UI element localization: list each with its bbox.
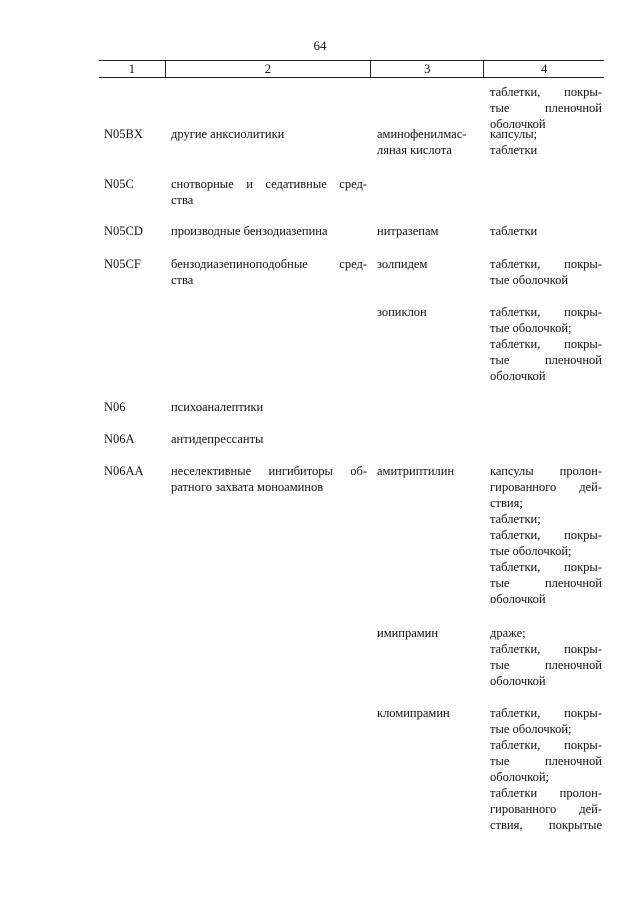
cell-word: таблетки, (490, 337, 541, 351)
cell-line: драже; (490, 626, 526, 640)
cell-line (490, 753, 602, 769)
cell-line: другие анксиолитики (171, 127, 285, 141)
dosage-form (490, 625, 602, 689)
cell-line: кломипрамин (377, 706, 450, 720)
atc-code: N05CD (104, 224, 143, 238)
cell-word: покрытые (548, 818, 602, 832)
cell-word: таблетки, (490, 305, 541, 319)
cell-line (490, 737, 602, 753)
drug-name (377, 625, 477, 641)
dosage-form (490, 463, 602, 607)
cell-line: антидепрессанты (171, 432, 264, 446)
cell-line: имипрамин (377, 626, 439, 640)
cell-line: ства (171, 273, 194, 287)
cell-word: покры- (564, 738, 602, 752)
cell-word: об- (350, 464, 367, 478)
cell-line: ляная кислота (377, 143, 452, 157)
atc-code: N06AA (104, 464, 144, 478)
cell-line: таблетки (490, 224, 538, 238)
cell-line (490, 463, 602, 479)
cell-line: психоаналептики (171, 400, 264, 414)
cell-line (490, 336, 602, 352)
atc-code: N05C (104, 177, 134, 191)
cell-word: таблетки (490, 786, 538, 800)
cell-word: таблетки, (490, 738, 541, 752)
cell-word: таблетки, (490, 257, 541, 271)
cell-word: снотворные (171, 177, 234, 191)
cell-line (490, 641, 602, 657)
group-name (171, 399, 367, 415)
cell-word: пленочной (544, 754, 602, 768)
cell-word: седативные (265, 177, 327, 191)
cell-line: зопиклон (377, 305, 427, 319)
cell-line: тые оболочкой; (490, 722, 572, 736)
cell-word: гированного (490, 802, 557, 816)
cell-line (171, 256, 367, 272)
cell-line (490, 559, 602, 575)
cell-word: ингибиторы (268, 464, 333, 478)
cell-line (171, 463, 367, 479)
cell-line: оболочкой (490, 369, 546, 383)
cell-word: и (246, 177, 253, 191)
cell-word: неселективные (171, 464, 252, 478)
drug-name (377, 463, 477, 479)
cell-line: ратного захвата моноаминов (171, 480, 324, 494)
header-col-2: 2 (166, 61, 371, 77)
page-number: 64 (313, 38, 327, 53)
atc-code: N06 (104, 400, 126, 414)
dosage-form (490, 304, 602, 384)
cell-word: покры- (564, 85, 602, 99)
cell-line: нитразепам (377, 224, 439, 238)
cell-line (490, 100, 602, 116)
cell-word: таблетки, (490, 560, 541, 574)
header-col-1: 1 (99, 61, 166, 77)
cell-word: покры- (564, 337, 602, 351)
cell-line: оболочкой (490, 592, 546, 606)
cell-line: тые оболочкой; (490, 321, 572, 335)
cell-word: капсулы (490, 464, 534, 478)
cell-line: таблетки (490, 143, 538, 157)
cell-line: производные бензодиазепина (171, 224, 328, 238)
group-name (171, 256, 367, 288)
header-col-4: 4 (541, 62, 548, 76)
cell-word: сред- (339, 177, 367, 191)
atc-code: N05BX (104, 127, 143, 141)
cell-word: таблетки, (490, 85, 541, 99)
cell-word: пролон- (559, 786, 602, 800)
cell-line (490, 352, 602, 368)
cell-word: ствия, (490, 818, 523, 832)
cell-word: покры- (564, 257, 602, 271)
table-header (99, 60, 604, 78)
dosage-form (490, 256, 602, 288)
cell-line (490, 785, 602, 801)
cell-line (490, 256, 602, 272)
cell-line (490, 657, 602, 673)
cell-word: покры- (564, 528, 602, 542)
cell-line (171, 176, 367, 192)
cell-word: таблетки, (490, 706, 541, 720)
group-name (171, 126, 367, 142)
cell-line: оболочкой (490, 674, 546, 688)
cell-word: гированного (490, 480, 557, 494)
dosage-form (490, 705, 602, 833)
cell-line: амитриптилин (377, 464, 455, 478)
cell-word: тые (490, 101, 510, 115)
cell-line (490, 801, 602, 817)
atc-code: N06A (104, 432, 135, 446)
cell-line: ства (171, 193, 194, 207)
cell-line: тые оболочкой; (490, 544, 572, 558)
cell-word: тые (490, 658, 510, 672)
cell-word: дей- (579, 480, 602, 494)
cell-line: тые оболочкой (490, 273, 569, 287)
cell-line: капсулы; (490, 127, 538, 141)
cell-line (490, 84, 602, 100)
cell-word: покры- (564, 642, 602, 656)
cell-line: таблетки; (490, 512, 541, 526)
cell-line: оболочкой (490, 117, 546, 131)
cell-line: ствия; (490, 496, 523, 510)
drug-name (377, 256, 477, 272)
cont-form (490, 84, 602, 132)
cell-word: пленочной (544, 658, 602, 672)
cell-word: пролон- (559, 464, 602, 478)
group-name (171, 463, 367, 495)
cell-word: покры- (564, 305, 602, 319)
cell-word: покры- (564, 560, 602, 574)
group-name (171, 431, 367, 447)
cell-line (490, 527, 602, 543)
drug-name (377, 126, 477, 158)
cell-word: пленочной (544, 353, 602, 367)
cell-line (490, 304, 602, 320)
cell-word: тые (490, 576, 510, 590)
cell-word: пленочной (544, 101, 602, 115)
atc-code: N05CF (104, 257, 141, 271)
cell-word: сред- (339, 257, 367, 271)
group-name (171, 176, 367, 208)
cell-line: оболочкой; (490, 770, 549, 784)
cell-word: покры- (564, 706, 602, 720)
group-name (171, 223, 367, 239)
cell-line: золпидем (377, 257, 428, 271)
cell-word: тые (490, 353, 510, 367)
cell-word: бензодиазепиноподобные (171, 257, 308, 271)
cell-line (490, 705, 602, 721)
drug-name (377, 223, 477, 239)
cell-word: пленочной (544, 576, 602, 590)
header-col-3: 3 (371, 61, 485, 77)
cell-line (490, 575, 602, 591)
cell-line (490, 817, 602, 833)
cell-word: таблетки, (490, 642, 541, 656)
drug-name (377, 304, 477, 320)
dosage-form (490, 126, 602, 158)
cell-line (490, 479, 602, 495)
cell-line: аминофенилмас- (377, 127, 467, 141)
cell-word: тые (490, 754, 510, 768)
dosage-form (490, 223, 602, 239)
cell-word: дей- (579, 802, 602, 816)
drug-name (377, 705, 477, 721)
cell-word: таблетки, (490, 528, 541, 542)
